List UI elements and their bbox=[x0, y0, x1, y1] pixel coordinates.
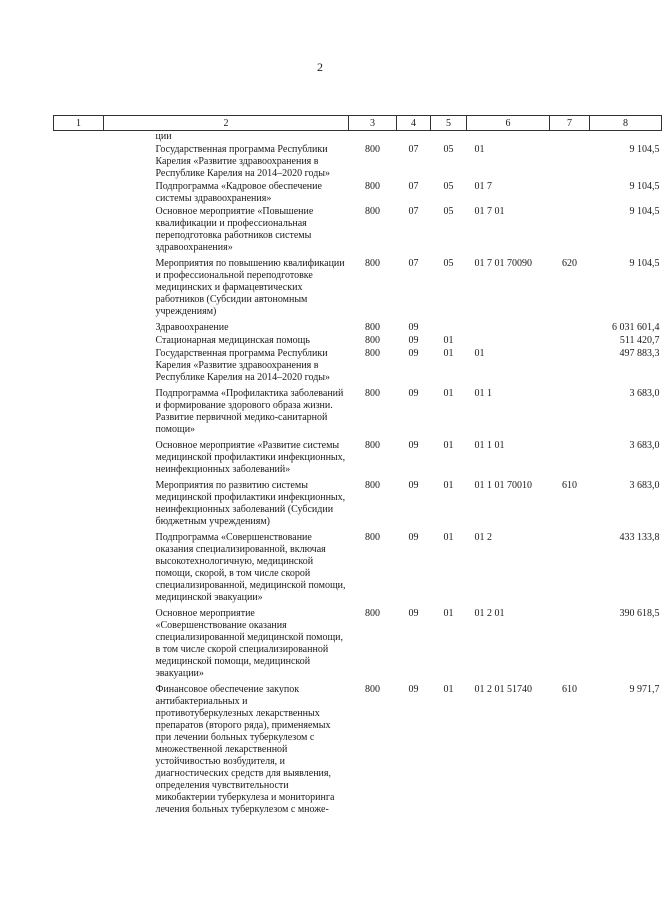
table-row bbox=[54, 258, 662, 322]
column-header: 6 bbox=[467, 116, 550, 131]
row-csr-cell: 01 2 01 51740 bbox=[474, 684, 532, 695]
table-row bbox=[54, 348, 662, 388]
row-vr-cell bbox=[550, 144, 590, 181]
row-gr-cell: 800 bbox=[365, 181, 380, 192]
row-csr-cell: 01 bbox=[474, 348, 485, 359]
row-pr-cell bbox=[431, 131, 467, 145]
row-pr-cell: 01 bbox=[443, 480, 454, 491]
row-name-cell: ции bbox=[155, 131, 172, 142]
row-sum-cell: 511 420,7 bbox=[619, 335, 660, 346]
row-gr-cell bbox=[349, 131, 397, 145]
column-number-row bbox=[54, 116, 662, 131]
row-sum-cell: 3 683,0 bbox=[629, 440, 660, 451]
row-vr-cell bbox=[550, 181, 590, 206]
column-header: 3 bbox=[349, 116, 397, 131]
row-rz-cell: 09 bbox=[408, 348, 419, 359]
row-csr-cell bbox=[467, 335, 550, 348]
row-csr-cell: 01 7 01 70090 bbox=[474, 258, 532, 269]
table-row bbox=[54, 532, 662, 608]
row-pr-cell: 05 bbox=[443, 181, 454, 192]
row-pr-cell: 05 bbox=[443, 206, 454, 217]
row-gr-cell: 800 bbox=[365, 388, 380, 399]
row-sum-cell: 9 104,5 bbox=[629, 144, 660, 155]
row-name-cell: Подпрограмма «Совершенствование оказания специализированной, включая высокотехнологичную, медицинской помощи, скорой, в том числе скорой специализированной, медицинской помощи, медицинской эвакуации» bbox=[155, 532, 346, 603]
row-name-cell: Основное мероприятие «Повышение квалификации и профессиональная переподготовка работников системы здравоохранения» bbox=[155, 206, 314, 253]
row-sum-cell: 433 133,8 bbox=[619, 532, 660, 543]
row-index-cell bbox=[54, 144, 104, 181]
row-csr-cell: 01 1 01 70010 bbox=[474, 480, 532, 491]
table-row bbox=[54, 206, 662, 258]
row-vr-cell bbox=[550, 348, 590, 388]
row-sum-cell: 3 683,0 bbox=[629, 388, 660, 399]
row-index-cell bbox=[54, 131, 104, 145]
row-index-cell bbox=[54, 258, 104, 322]
row-name-cell: Мероприятия по развитию системы медицинской профилактики инфекционных, неинфекционных заболеваний (Субсидии бюджетным учреждениям) bbox=[155, 480, 346, 527]
table-row bbox=[54, 440, 662, 480]
row-rz-cell: 09 bbox=[408, 684, 419, 695]
row-sum-cell: 9 104,5 bbox=[629, 206, 660, 217]
row-gr-cell: 800 bbox=[365, 532, 380, 543]
row-pr-cell: 01 bbox=[443, 684, 454, 695]
row-gr-cell: 800 bbox=[365, 206, 380, 217]
row-gr-cell: 800 bbox=[365, 608, 380, 619]
row-pr-cell: 01 bbox=[443, 608, 454, 619]
row-pr-cell: 01 bbox=[443, 440, 454, 451]
row-pr-cell: 01 bbox=[443, 348, 454, 359]
row-sum-cell: 3 683,0 bbox=[629, 480, 660, 491]
table-row bbox=[54, 144, 662, 181]
row-rz-cell: 09 bbox=[408, 532, 419, 543]
row-rz-cell: 09 bbox=[408, 480, 419, 491]
row-name-cell: Мероприятия по повышению квалификации и профессиональной переподготовке медицинских и фармацевтических работников (Субсидии автономным учреждениям) bbox=[155, 258, 345, 317]
row-gr-cell: 800 bbox=[365, 258, 380, 269]
row-csr-cell: 01 7 01 bbox=[474, 206, 505, 217]
row-rz-cell bbox=[397, 131, 431, 145]
row-index-cell bbox=[54, 181, 104, 206]
row-csr-cell: 01 7 bbox=[474, 181, 492, 192]
row-rz-cell: 09 bbox=[408, 335, 419, 346]
row-name-cell: Основное мероприятие «Развитие системы медицинской профилактики инфекционных, неинфекционных заболеваний» bbox=[155, 440, 346, 475]
row-name-cell: Основное мероприятие «Совершенствование оказания специализированной медицинской помощи, в том числе скорой специализированной медицинской помощи, медицинской эвакуации» bbox=[155, 608, 343, 679]
table-row bbox=[54, 131, 662, 145]
row-csr-cell: 01 1 01 bbox=[474, 440, 505, 451]
row-index-cell bbox=[54, 480, 104, 532]
table-row bbox=[54, 335, 662, 348]
column-header: 1 bbox=[54, 116, 104, 131]
row-rz-cell: 09 bbox=[408, 608, 419, 619]
row-rz-cell: 09 bbox=[408, 388, 419, 399]
row-vr-cell bbox=[550, 206, 590, 258]
row-rz-cell: 09 bbox=[408, 322, 419, 333]
row-index-cell bbox=[54, 684, 104, 820]
row-name-cell: Здравоохранение bbox=[155, 322, 229, 333]
row-rz-cell: 07 bbox=[408, 206, 419, 217]
row-sum-cell: 9 104,5 bbox=[629, 181, 660, 192]
row-csr-cell: 01 1 bbox=[474, 388, 492, 399]
row-index-cell bbox=[54, 322, 104, 335]
row-index-cell bbox=[54, 440, 104, 480]
row-pr-cell: 01 bbox=[443, 335, 454, 346]
row-gr-cell: 800 bbox=[365, 684, 380, 695]
row-csr-cell: 01 2 01 bbox=[474, 608, 505, 619]
page-number: 2 bbox=[317, 60, 323, 74]
row-gr-cell: 800 bbox=[365, 144, 380, 155]
table-row bbox=[54, 181, 662, 206]
row-sum-cell: 6 031 601,4 bbox=[612, 322, 660, 333]
row-sum-cell: 9 104,5 bbox=[629, 258, 660, 269]
row-index-cell bbox=[54, 335, 104, 348]
column-header: 5 bbox=[431, 116, 467, 131]
row-index-cell bbox=[54, 348, 104, 388]
row-gr-cell: 800 bbox=[365, 440, 380, 451]
row-sum-cell: 9 971,7 bbox=[629, 684, 660, 695]
row-csr-cell: 01 2 bbox=[474, 532, 492, 543]
column-header: 7 bbox=[550, 116, 590, 131]
table-row bbox=[54, 480, 662, 532]
row-index-cell bbox=[54, 388, 104, 440]
row-gr-cell: 800 bbox=[365, 322, 380, 333]
row-vr-cell bbox=[550, 440, 590, 480]
row-vr-cell: 610 bbox=[562, 684, 577, 695]
row-vr-cell bbox=[550, 131, 590, 145]
row-vr-cell bbox=[550, 532, 590, 608]
row-pr-cell bbox=[431, 322, 467, 335]
row-name-cell: Подпрограмма «Профилактика заболеваний и формирование здорового образа жизни. Развитие первичной медико-санитарной помощи» bbox=[155, 388, 344, 435]
row-rz-cell: 07 bbox=[408, 181, 419, 192]
row-csr-cell bbox=[467, 131, 550, 145]
row-gr-cell: 800 bbox=[365, 480, 380, 491]
row-sum-cell: 497 883,3 bbox=[619, 348, 660, 359]
row-vr-cell bbox=[550, 335, 590, 348]
row-vr-cell: 620 bbox=[562, 258, 577, 269]
row-pr-cell: 05 bbox=[443, 144, 454, 155]
row-pr-cell: 05 bbox=[443, 258, 454, 269]
row-gr-cell: 800 bbox=[365, 348, 380, 359]
row-vr-cell bbox=[550, 388, 590, 440]
row-pr-cell: 01 bbox=[443, 532, 454, 543]
budget-table bbox=[53, 115, 662, 820]
row-rz-cell: 09 bbox=[408, 440, 419, 451]
row-index-cell bbox=[54, 206, 104, 258]
row-name-cell: Государственная программа Республики Карелия «Развитие здравоохранения в Республике Карелия на 2014–2020 годы» bbox=[155, 144, 331, 179]
row-vr-cell bbox=[550, 608, 590, 684]
row-rz-cell: 07 bbox=[408, 144, 419, 155]
table-row bbox=[54, 388, 662, 440]
row-sum-cell: 390 618,5 bbox=[619, 608, 660, 619]
row-index-cell bbox=[54, 608, 104, 684]
table-row bbox=[54, 608, 662, 684]
row-vr-cell bbox=[550, 322, 590, 335]
row-name-cell: Государственная программа Республики Карелия «Развитие здравоохранения в Республике Карелия на 2014–2020 годы» bbox=[155, 348, 331, 383]
table-row bbox=[54, 684, 662, 820]
row-vr-cell: 610 bbox=[562, 480, 577, 491]
column-header: 4 bbox=[397, 116, 431, 131]
row-csr-cell: 01 bbox=[474, 144, 485, 155]
row-sum-cell bbox=[590, 131, 662, 145]
table-row bbox=[54, 322, 662, 335]
row-gr-cell: 800 bbox=[365, 335, 380, 346]
row-name-cell: Финансовое обеспечение закупок антибактериальных и противотуберкулезных лекарственных препаратов (второго ряда), применяемых при лечении больных туберкулезом с множественной лекарственной устойчивостью возбудителя, и диагностических средств для выявления, определения чувствительности микобактерии туберкулеза и мониторинга лечения больных туберкулезом с множе- bbox=[155, 684, 335, 815]
row-index-cell bbox=[54, 532, 104, 608]
table-body bbox=[54, 131, 662, 821]
row-rz-cell: 07 bbox=[408, 258, 419, 269]
row-pr-cell: 01 bbox=[443, 388, 454, 399]
row-csr-cell bbox=[467, 322, 550, 335]
row-name-cell: Стационарная медицинская помощь bbox=[155, 335, 310, 346]
column-header: 8 bbox=[590, 116, 662, 131]
column-header: 2 bbox=[104, 116, 349, 131]
row-name-cell: Подпрограмма «Кадровое обеспечение системы здравоохранения» bbox=[155, 181, 322, 204]
